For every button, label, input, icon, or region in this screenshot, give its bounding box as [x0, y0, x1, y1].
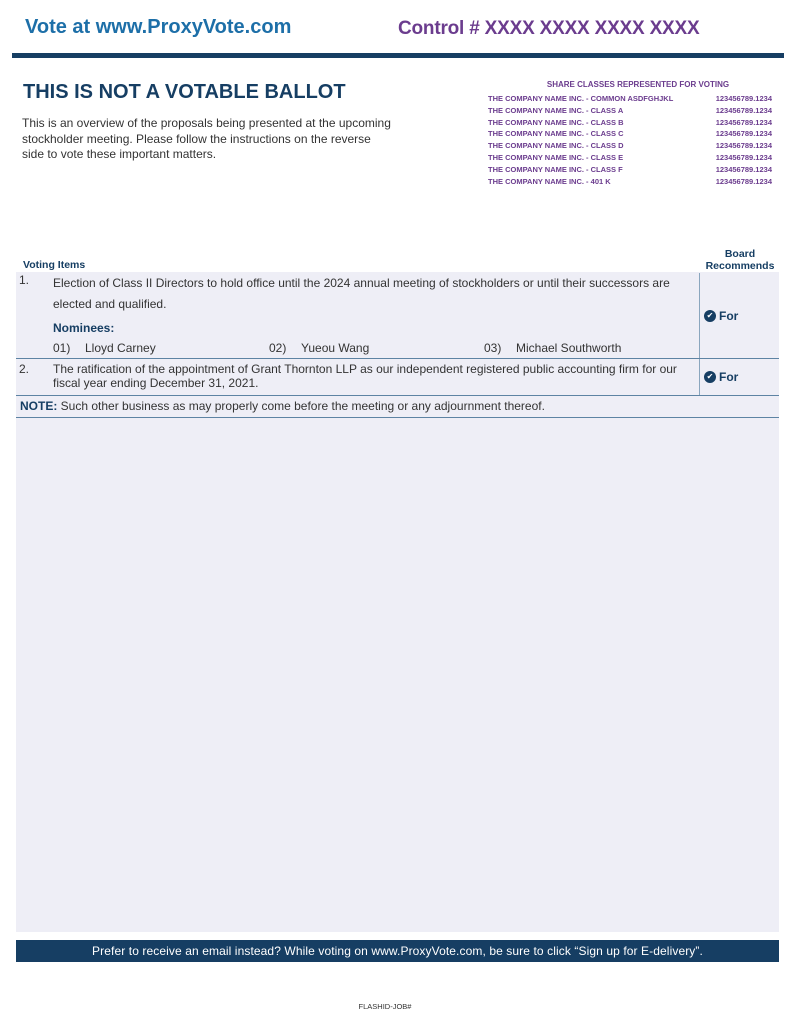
board-recommends-label: Board Recommends [705, 248, 775, 272]
item-text: The ratification of the appointment of Grant Thornton LLP as our independent registered public accounting firm for our fiscal year ending December 31, 2021. [53, 362, 677, 390]
share-class-value: 123456789.1234 [715, 176, 772, 186]
share-class-value: 123456789.1234 [715, 164, 772, 174]
vote-url-link[interactable]: Vote at www.ProxyVote.com [25, 16, 292, 38]
check-circle-icon: ✔ [704, 310, 716, 322]
voting-item-2 [16, 358, 779, 395]
control-number: Control # XXXX XXXX XXXX XXXX [398, 18, 700, 39]
nominee-name: Michael Southworth [516, 341, 622, 355]
nominee [484, 341, 621, 355]
nominee [269, 341, 369, 355]
board-recommendation-1 [704, 309, 738, 323]
share-class-name: THE COMPANY NAME INC. - COMMON ASDFGHJKL [488, 94, 674, 103]
item-number: 2. [19, 362, 30, 376]
row-divider [16, 395, 779, 396]
nominee-name: Yueou Wang [301, 341, 370, 355]
share-class-row [488, 93, 778, 105]
share-class-row [488, 152, 778, 164]
note-text [20, 399, 545, 413]
share-class-value: 123456789.1234 [715, 129, 772, 139]
column-divider [699, 359, 700, 395]
voting-item-1 [16, 273, 779, 358]
row-divider [16, 417, 779, 418]
column-divider [699, 273, 700, 358]
voting-items-label: Voting Items [23, 259, 86, 271]
check-circle-icon: ✔ [704, 371, 716, 383]
item-text: Election of Class II Directors to hold office until the 2024 annual meeting of stockholders or until their successors are elected and qualified. [53, 276, 670, 311]
share-class-row [488, 176, 778, 188]
share-class-row [488, 128, 778, 140]
share-class-value: 123456789.1234 [715, 94, 772, 103]
share-class-name: THE COMPANY NAME INC. - CLASS F [488, 164, 623, 174]
share-class-row [488, 140, 778, 152]
note-body: Such other business as may properly come before the meeting or any adjournment thereof. [57, 399, 545, 413]
item-number: 1. [19, 273, 30, 287]
page-header [0, 0, 796, 60]
share-class-value: 123456789.1234 [715, 141, 772, 151]
share-class-value: 123456789.1234 [715, 117, 772, 127]
nominee-name: Lloyd Carney [85, 341, 156, 355]
nominee-code: 01) [53, 341, 71, 355]
share-class-name: THE COMPANY NAME INC. - CLASS D [488, 141, 624, 151]
share-classes-title: SHARE CLASSES REPRESENTED FOR VOTING [546, 80, 730, 89]
nominee-code: 02) [269, 341, 287, 355]
note-label: NOTE: [20, 399, 58, 413]
share-class-value: 123456789.1234 [715, 105, 772, 115]
share-class-name: THE COMPANY NAME INC. - CLASS E [488, 152, 624, 162]
recommendation-text: For [719, 309, 739, 323]
recommendation-text: For [719, 370, 739, 384]
share-class-name: THE COMPANY NAME INC. - 401 K [488, 176, 611, 186]
share-class-name: THE COMPANY NAME INC. - CLASS C [488, 129, 624, 139]
share-class-row [488, 117, 778, 129]
board-recommendation-2 [704, 370, 738, 384]
edelivery-banner: Prefer to receive an email instead? While voting on www.ProxyVote.com, be sure to click “Sign up for E-delivery”. [16, 940, 779, 962]
share-class-name: THE COMPANY NAME INC. - CLASS A [488, 105, 624, 115]
nominee [53, 341, 156, 355]
nominee-code: 03) [484, 341, 502, 355]
share-class-name: THE COMPANY NAME INC. - CLASS B [488, 117, 624, 127]
nominees-label: Nominees: [53, 321, 115, 335]
overview-text: This is an overview of the proposals being presented at the upcoming stockholder meeting. Please follow the instructions on the reverse side to vote these important matters. [22, 116, 391, 161]
page-title: THIS IS NOT A VOTABLE BALLOT [23, 81, 346, 103]
share-class-row [488, 164, 778, 176]
share-class-value: 123456789.1234 [715, 152, 772, 162]
share-class-row [488, 105, 778, 117]
share-classes-table [488, 80, 778, 187]
flash-id: FLASHID-JOB# [358, 1002, 412, 1011]
header-divider [12, 53, 784, 58]
